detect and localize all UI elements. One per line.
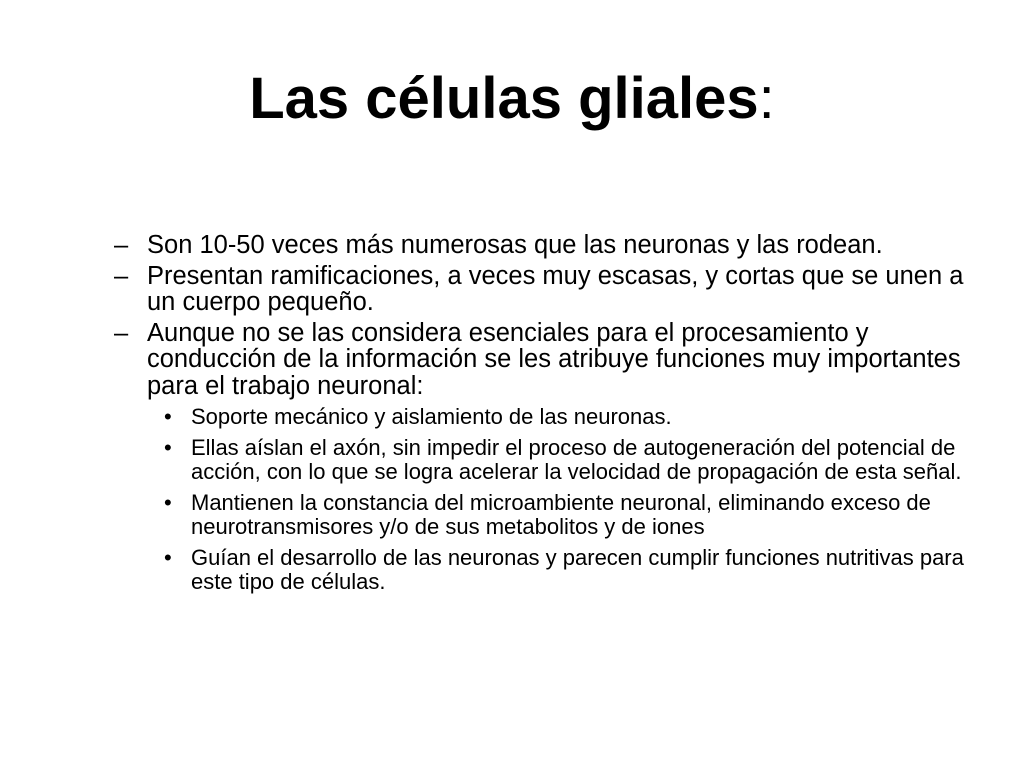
bullet-marker: • bbox=[164, 545, 172, 570]
dash-marker: – bbox=[114, 318, 129, 347]
list-item bbox=[114, 232, 974, 259]
sub-list-item bbox=[164, 405, 974, 429]
slide-title bbox=[0, 64, 1024, 134]
dash-marker: – bbox=[114, 231, 129, 259]
bullet-marker: • bbox=[164, 404, 172, 429]
sub-list-item-text: Soporte mecánico y aislamiento de las neuronas. bbox=[191, 404, 672, 429]
list-item bbox=[114, 320, 974, 400]
list-item bbox=[114, 263, 974, 316]
list-item-text: Son 10-50 veces más numerosas que las neuronas y las rodean. bbox=[147, 231, 883, 259]
sub-list-item bbox=[164, 436, 974, 484]
sub-list-item-text: Mantienen la constancia del microambiente neuronal, eliminando exceso de neurotransmisores y/o de sus metabolitos y de iones bbox=[191, 490, 931, 539]
sub-list-item bbox=[164, 491, 974, 539]
list-item-text: Presentan ramificaciones, a veces muy escasas, y cortas que se unen a un cuerpo pequeño. bbox=[147, 261, 964, 316]
slide-title-colon: : bbox=[758, 66, 775, 131]
sub-list-item-text: Ellas aíslan el axón, sin impedir el proceso de autogeneración del potencial de acción, con lo que se logra acelerar la velocidad de propagación de esta señal. bbox=[191, 435, 962, 484]
dash-marker: – bbox=[114, 261, 129, 290]
list-item-text: Aunque no se las considera esenciales para el procesamiento y conducción de la información se les atribuye funciones muy importantes para el trabajo neuronal: bbox=[147, 318, 961, 400]
bullet-marker: • bbox=[164, 435, 172, 460]
slide-title-text: Las células gliales bbox=[249, 66, 759, 131]
sub-list-item-text: Guían el desarrollo de las neuronas y parecen cumplir funciones nutritivas para este tipo de células. bbox=[191, 545, 964, 594]
bullet-marker: • bbox=[164, 490, 172, 515]
sub-list bbox=[114, 405, 974, 594]
slide-content bbox=[114, 232, 974, 601]
sub-list-item bbox=[164, 546, 974, 594]
